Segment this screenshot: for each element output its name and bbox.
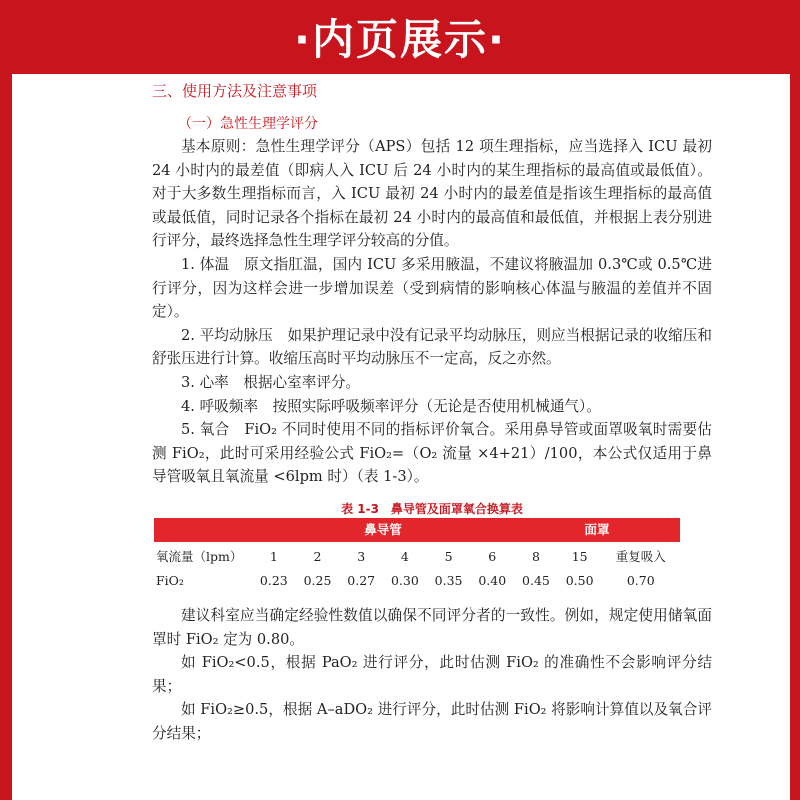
paragraph-fio2-high: 如 FiO₂≥0.5，根据 A–aDO₂ 进行评分，此时估测 FiO₂ 将影响计算值以及氧合评分结果； — [152, 701, 712, 743]
table-cell: 6 — [488, 548, 497, 564]
banner-title: ·内页展示· — [0, 0, 800, 74]
table-cell: 0.50 — [565, 572, 594, 588]
table-cell: 4 — [400, 548, 409, 564]
paragraph-map: 2. 平均动脉压 如果护理记录中没有记录平均动脉压，则应当根据记录的收缩压和舒张压进行计算。收缩压高时平均动脉压不一定高，反之亦然。 — [152, 326, 712, 368]
table-cell: 0.23 — [259, 572, 288, 588]
table-cell: 0.25 — [303, 572, 332, 588]
table-cell: 1 — [269, 548, 278, 564]
paragraph-respiratory-rate: 4. 呼吸频率 按照实际呼吸频率评分（无论是否使用机械通气）。 — [181, 397, 601, 415]
table-caption: 表 1-3 鼻导管及面罩氧合换算表 — [341, 501, 523, 516]
after-table-text — [152, 604, 712, 746]
subsection-heading: （一）急性生理学评分 — [178, 116, 318, 132]
table-cell: 3 — [357, 548, 366, 564]
table-header-blank — [154, 518, 252, 542]
paragraph-oxygenation: 5. 氧合 FiO₂ 不同时使用不同的指标评价氧合。采用鼻导管或面罩吸氧时需要估测 FiO₂，此时可采用经验公式 FiO₂=（O₂ 流量 ×4+21）/100，本公式仅适用于鼻导管吸氧且氧流量 <6lpm 时）（表 1-3）。 — [152, 421, 712, 486]
paragraph-temperature: 1. 体温 原文指肛温，国内 ICU 多采用腋温，不建议将腋温加 0.3℃或 0.5℃进行评分，因为这样会进一步增加误差（受到病情的影响核心体温与腋温的差值并不固定）。 — [152, 255, 712, 321]
table-cell: 15 — [571, 548, 588, 564]
paragraph-principle: 基本原则：急性生理学评分（APS）包括 12 项生理指标，应当选择入 ICU 最初 24 小时内的最差值（即病人入 ICU 后 24 小时内的某生理指标的最高值或最低值）。对于大多数生理指标而言，入 ICU 最初 24 小时内的最差值是指该生理指标的最高值或最低值，同时记录各个指标在最初 24 小时内的最高值和最低值，并根据上表分别进行评分，最终选择急性生理学评分较高的分值。 — [152, 138, 712, 250]
table-cell: 5 — [444, 548, 453, 564]
oxygen-conversion-table — [154, 518, 680, 592]
page-sheet — [12, 74, 790, 800]
table-cell: 0.45 — [522, 572, 550, 588]
table-row-label: 氧流量（lpm） — [156, 548, 243, 564]
paragraph-heart-rate: 3. 心率 根据心室率评分。 — [181, 373, 361, 391]
table-header-nasal-cannula: 鼻导管 — [252, 518, 514, 542]
table-cell: 0.35 — [434, 572, 463, 588]
table-header-row — [154, 518, 680, 542]
table-cell: 0.30 — [390, 572, 419, 588]
page-content — [152, 74, 712, 746]
table-row-fio2 — [154, 569, 680, 593]
table-cell: 0.40 — [478, 572, 507, 588]
table-row-flow — [154, 542, 680, 569]
table-cell: 0.70 — [626, 572, 655, 588]
section-heading: 三、使用方法及注意事项 — [152, 82, 318, 100]
paragraph-consistency: 建议科室应当确定经验性数值以确保不同评分者的一致性。例如，规定使用储氧面罩时 FiO₂ 定为 0.80。 — [152, 607, 712, 648]
table-cell: 2 — [313, 548, 322, 564]
table-header-mask: 面罩 — [514, 518, 680, 542]
table-cell: 8 — [531, 548, 540, 564]
table-row-label: FiO₂ — [156, 572, 184, 588]
table-cell: 0.27 — [347, 572, 376, 588]
paragraph-fio2-low: 如 FiO₂<0.5，根据 PaO₂ 进行评分，此时估测 FiO₂ 的准确性不会影响评分结果； — [152, 654, 712, 695]
table-cell: 重复吸入 — [615, 548, 666, 564]
